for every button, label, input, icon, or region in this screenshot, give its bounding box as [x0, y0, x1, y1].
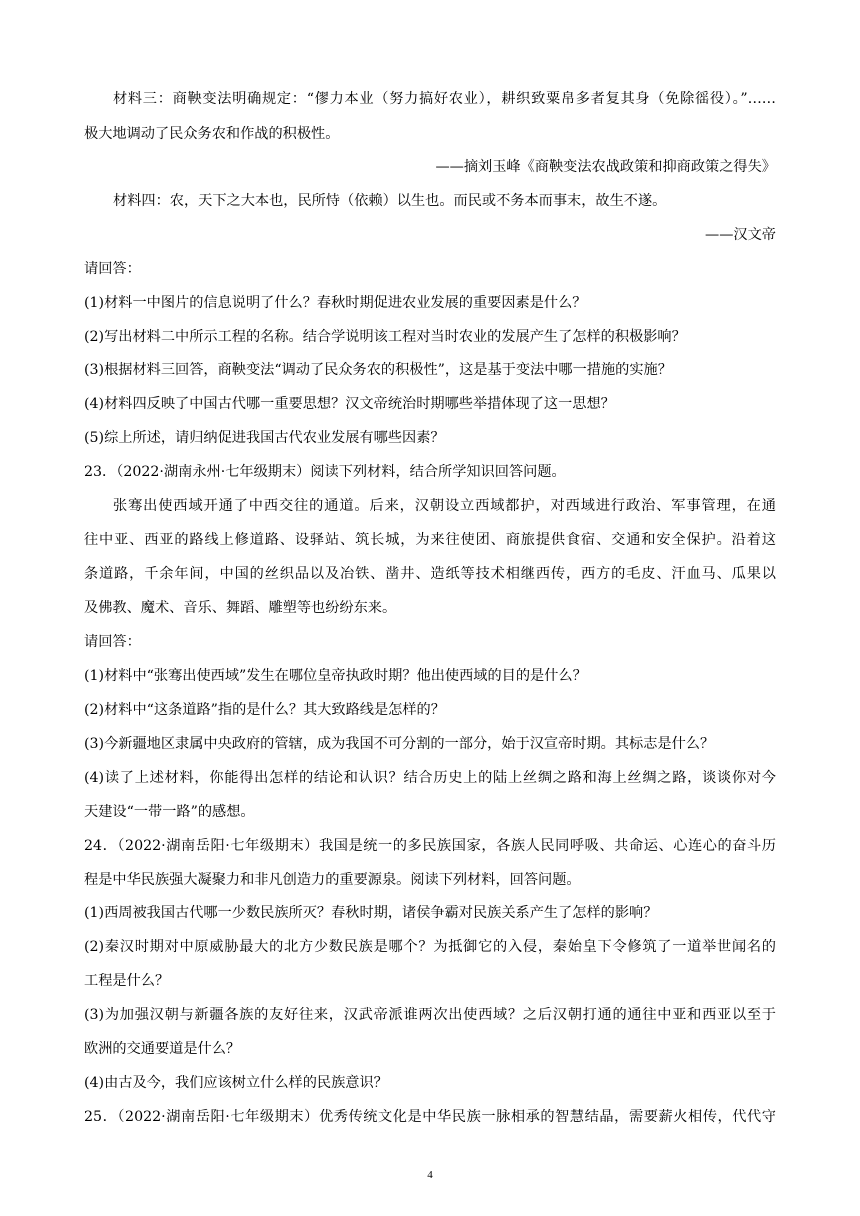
please-answer-label-2: 请回答： [84, 634, 141, 650]
q22-sub-4: (4)材料四反映了中国古代哪一重要思想？汉文帝统治时期哪些举措体现了这一思想？ [84, 396, 615, 412]
q22-sub-2: (2)写出材料二中所示工程的名称。结合学说明该工程对当时农业的发展产生了怎样的积极影响？ [84, 329, 686, 345]
q23-material-line-2: 往中亚、西亚的路线上修道路、设驿站、筑长城，为来往使团、商旅提供食宿、交通和安全保护。沿着这 [84, 532, 776, 548]
question-25-heading: 25．（2022·湖南岳阳·七年级期末）优秀传统文化是中华民族一脉相承的智慧结晶，需要薪火相传，代代守 [84, 1109, 776, 1125]
please-answer-label: 请回答： [84, 261, 141, 277]
q23-sub-3: (3)今新疆地区隶属中央政府的管辖，成为我国不可分割的一部分，始于汉宣帝时期。其标志是什么？ [84, 736, 715, 752]
material-four-source: ——汉文帝 [705, 227, 776, 243]
material-three-source: ——摘刘玉峰《商鞅变法农战政策和抑商政策之得失》 [435, 159, 776, 175]
q22-sub-3: (3)根据材料三回答，商鞅变法“调动了民众务农的积极性”，这是基于变法中哪一措施的实施？ [84, 362, 672, 378]
question-24-heading-line-2: 程是中华民族强大凝聚力和非凡创造力的重要源泉。阅读下列材料，回答问题。 [84, 872, 581, 888]
q23-sub-2: (2)材料中“这条道路”指的是什么？其大致路线是怎样的？ [84, 702, 445, 718]
q23-material-line-3: 条道路，千余年间，中国的丝织品以及冶铁、凿井、造纸等技术相继西传，西方的毛皮、汗血马、瓜果以 [84, 566, 776, 582]
q24-sub-3-line-2: 欧洲的交通要道是什么？ [84, 1041, 241, 1057]
q22-sub-1: (1)材料一中图片的信息说明了什么？春秋时期促进农业发展的重要因素是什么？ [84, 295, 587, 311]
q23-sub-1: (1)材料中“张骞出使西域”发生在哪位皇帝执政时期？他出使西域的目的是什么？ [84, 668, 587, 684]
q22-sub-5: (5)综上所述，请归纳促进我国古代农业发展有哪些因素？ [84, 430, 445, 446]
q24-sub-4: (4)由古及今，我们应该树立什么样的民族意识？ [84, 1075, 388, 1091]
material-three-line-2: 极大地调动了民众务农和作战的积极性。 [84, 126, 340, 142]
q23-sub-4-line-1: (4)读了上述材料，你能得出怎样的结论和认识？结合历史上的陆上丝绸之路和海上丝绸之路，谈谈你对今 [84, 770, 776, 786]
q23-material-line-1: 张骞出使西域开通了中西交往的通道。后来，汉朝设立西域都护，对西域进行政治、军事管理，在通 [113, 498, 776, 514]
q24-sub-2-line-1: (2)秦汉时期对中原威胁最大的北方少数民族是哪个？为抵御它的入侵，秦始皇下令修筑了一道举世闻名的 [84, 939, 776, 955]
q24-sub-3-line-1: (3)为加强汉朝与新疆各族的友好往来，汉武帝派谁两次出使西域？之后汉朝打通的通往中亚和西亚以至于 [84, 1007, 776, 1023]
q24-sub-1: (1)西周被我国古代哪一少数民族所灭？春秋时期，诸侯争霸对民族关系产生了怎样的影响？ [84, 905, 658, 921]
question-24-heading-line-1: 24．（2022·湖南岳阳·七年级期末）我国是统一的多民族国家，各族人民同呼吸、共命运、心连心的奋斗历 [84, 838, 776, 854]
q24-sub-2-line-2: 工程是什么？ [84, 973, 170, 989]
page-number: 4 [427, 1169, 433, 1181]
q23-material-line-4: 及佛教、魔术、音乐、舞蹈、雕塑等也纷纷东来。 [84, 600, 397, 616]
material-three-line-1: 材料三：商鞅变法明确规定：“僇力本业（努力搞好农业），耕织致粟帛多者复其身（免除徭役）。”…… [113, 91, 776, 107]
question-23-heading: 23．（2022·湖南永州·七年级期末）阅读下列材料，结合所学知识回答问题。 [84, 464, 566, 480]
q23-sub-4-line-2: 天建设“一带一路”的感想。 [84, 804, 255, 820]
material-four-line: 材料四：农，天下之大本也，民所恃（依赖）以生也。而民或不务本而事末，故生不遂。 [113, 193, 667, 209]
